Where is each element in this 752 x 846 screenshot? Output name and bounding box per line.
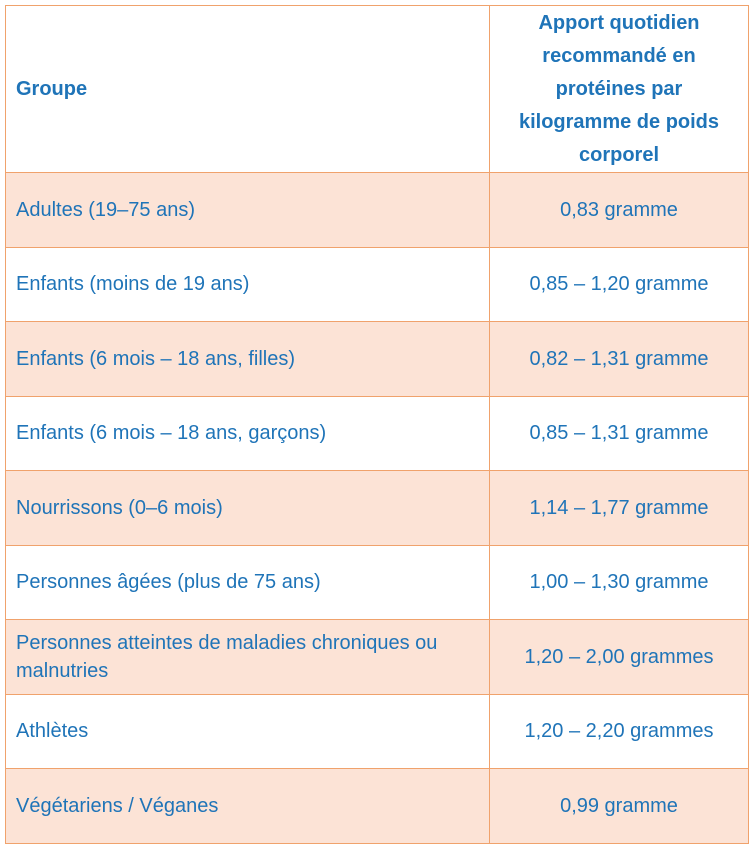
table-row	[6, 694, 749, 769]
row-value: 0,99 gramme	[490, 769, 749, 844]
row-group: Personnes âgées (plus de 75 ans)	[6, 545, 490, 620]
row-value: 1,20 – 2,00 grammes	[490, 620, 749, 695]
table-row	[6, 545, 749, 620]
protein-table-container	[5, 5, 748, 843]
row-group: Personnes atteintes de maladies chroniques ou malnutries	[6, 620, 490, 695]
row-group: Végétariens / Véganes	[6, 769, 490, 844]
table-row	[6, 247, 749, 322]
header-group: Groupe	[6, 6, 490, 173]
row-value: 0,82 – 1,31 gramme	[490, 322, 749, 397]
table-row	[6, 173, 749, 248]
row-value: 0,85 – 1,31 gramme	[490, 396, 749, 471]
table-row	[6, 620, 749, 695]
row-group: Enfants (6 mois – 18 ans, filles)	[6, 322, 490, 397]
row-group: Enfants (6 mois – 18 ans, garçons)	[6, 396, 490, 471]
table-row	[6, 769, 749, 844]
row-group: Athlètes	[6, 694, 490, 769]
header-intake: Apport quotidien recommandé en protéines par kilogramme de poids corporel	[490, 6, 749, 173]
table-header-row	[6, 6, 749, 173]
row-group: Adultes (19–75 ans)	[6, 173, 490, 248]
row-value: 0,83 gramme	[490, 173, 749, 248]
row-value: 0,85 – 1,20 gramme	[490, 247, 749, 322]
row-group: Nourrissons (0–6 mois)	[6, 471, 490, 546]
row-value: 1,14 – 1,77 gramme	[490, 471, 749, 546]
row-group: Enfants (moins de 19 ans)	[6, 247, 490, 322]
protein-intake-table	[5, 5, 749, 844]
table-row	[6, 471, 749, 546]
row-value: 1,20 – 2,20 grammes	[490, 694, 749, 769]
row-value: 1,00 – 1,30 gramme	[490, 545, 749, 620]
table-row	[6, 396, 749, 471]
table-row	[6, 322, 749, 397]
